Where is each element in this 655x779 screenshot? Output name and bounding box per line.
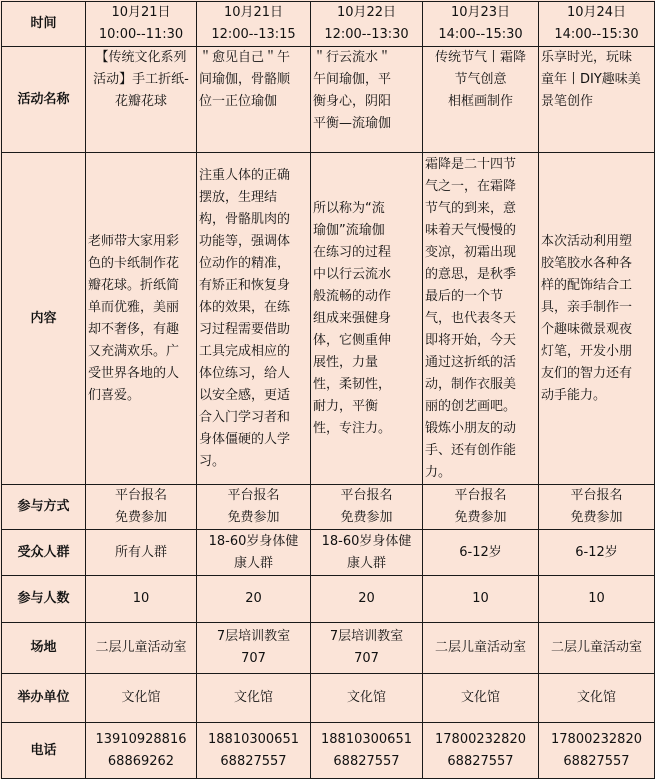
event-3-count: 20 <box>311 576 423 623</box>
text-line: 摆放，生理结 <box>199 189 278 205</box>
text-line: 性，柔韧性， <box>313 376 392 392</box>
text-line: 霜降是二十四节 <box>425 156 517 172</box>
text-line: 18810300651 <box>321 731 412 747</box>
event-4-phone <box>423 723 539 779</box>
text-line: 胶笔胶水各种各 <box>541 255 633 271</box>
text-line: 动，制作衣服美 <box>425 376 517 392</box>
event-1-time <box>86 2 197 47</box>
event-1-phone <box>86 723 197 779</box>
text-line: 平台报名 <box>454 488 507 503</box>
text-line: 二层儿童活动室 <box>95 640 187 655</box>
text-line: 13910928816 <box>95 731 187 747</box>
text-line: 所有人群 <box>114 544 167 560</box>
event-2-method <box>197 485 311 530</box>
event-2-time <box>197 2 311 47</box>
text-line: 68827557 <box>447 753 514 769</box>
event-1-content <box>86 153 197 485</box>
text-line: 在练习的过程 <box>313 244 392 260</box>
event-2-phone <box>197 723 311 779</box>
text-line: 变凉，初霜出现 <box>425 244 517 260</box>
text-line: 色的卡纸制作花 <box>88 255 180 271</box>
event-1-method <box>86 485 197 530</box>
method-row <box>2 485 655 530</box>
event-5-organizer: 文化馆 <box>539 674 655 723</box>
text-line: 般流畅的动作 <box>313 288 392 304</box>
text-line: 免费参加 <box>454 510 507 525</box>
text-line: 18-60岁身体健 <box>208 533 299 549</box>
event-1-name <box>86 47 197 153</box>
event-4-audience <box>423 530 539 576</box>
text-line: 锻炼小朋友的动 <box>425 420 517 436</box>
text-line: 通过这折纸的活 <box>425 354 517 370</box>
text-line: 康人群 <box>233 555 273 571</box>
text-line: 6-12岁 <box>459 544 502 560</box>
text-line: 们喜爱。 <box>88 387 141 403</box>
text-line: 707 <box>354 651 379 666</box>
text-line: 位动作的精准， <box>199 255 291 271</box>
phone-row <box>2 723 655 779</box>
venue-row <box>2 623 655 674</box>
row-header-audience: 受众人群 <box>2 530 86 576</box>
event-2-content <box>197 153 311 485</box>
text-line: 样的配饰结合工 <box>541 277 633 293</box>
text-line: 注重人体的正确 <box>199 167 291 183</box>
text-line: 合入门学习者和 <box>199 409 291 425</box>
text-line: 68827557 <box>333 753 400 769</box>
row-header-time: 时间 <box>2 2 86 47</box>
text-line: 力。 <box>425 464 452 480</box>
text-line: 单而优雅，美丽 <box>88 299 180 315</box>
text-line: 习过程需要借助 <box>199 321 291 337</box>
event-time: 12:00--13:30 <box>324 27 409 42</box>
text-line: 灯笔，开发小朋 <box>541 343 633 359</box>
event-date: 10月22日 <box>336 5 397 20</box>
event-3-audience <box>311 530 423 576</box>
event-time: 12:00--13:15 <box>211 27 296 42</box>
text-line: 童年丨DIY趣味美 <box>541 72 641 87</box>
text-line: ＂愈见自己＂午 <box>199 50 291 65</box>
text-line: 手、还有创作能 <box>425 442 517 458</box>
text-line: 免费参加 <box>340 510 393 525</box>
event-1-audience <box>86 530 197 576</box>
text-line: ＂行云流水＂ <box>313 50 392 65</box>
text-line: 体，它侧重伸 <box>313 332 392 348</box>
row-header-organizer: 举办单位 <box>2 674 86 723</box>
text-line: 动手能力。 <box>541 387 607 403</box>
event-4-venue <box>423 623 539 674</box>
count-row <box>2 576 655 623</box>
event-2-organizer: 文化馆 <box>197 674 311 723</box>
event-3-time <box>311 2 423 47</box>
text-line: 展性，力量 <box>313 354 379 370</box>
text-line: 体位练习，给人 <box>199 365 291 381</box>
event-3-venue <box>311 623 423 674</box>
event-4-time <box>423 2 539 47</box>
event-time: 14:00--15:30 <box>438 27 523 42</box>
text-line: 7层培训教室 <box>216 629 291 644</box>
event-2-count: 20 <box>197 576 311 623</box>
event-2-venue <box>197 623 311 674</box>
text-line: 景笔创作 <box>541 94 594 109</box>
text-line: 7层培训教室 <box>329 629 404 644</box>
text-line: 具，亲手制作一 <box>541 299 633 315</box>
text-line: 以安全感，更适 <box>199 387 291 403</box>
text-line: 功能等，强调体 <box>199 233 291 249</box>
event-4-method <box>423 485 539 530</box>
text-line: 二层儿童活动室 <box>550 640 642 655</box>
event-time: 10:00--11:30 <box>98 27 184 42</box>
organizer-row <box>2 674 655 723</box>
text-line: 工具完成相应的 <box>199 343 291 359</box>
event-4-content <box>423 153 539 485</box>
text-line: 位一正位瑜伽 <box>199 94 278 109</box>
event-5-method <box>539 485 655 530</box>
event-1-venue <box>86 623 197 674</box>
event-date: 10月21日 <box>111 5 171 20</box>
text-line: 6-12岁 <box>575 544 618 560</box>
row-header-phone: 电话 <box>2 723 86 779</box>
text-line: 气，也代表冬天 <box>425 310 517 326</box>
event-date: 10月24日 <box>566 5 627 20</box>
event-4-name <box>423 47 539 153</box>
text-line: 免费参加 <box>114 510 167 525</box>
text-line: 18-60岁身体健 <box>321 533 412 549</box>
event-date: 10月23日 <box>450 5 511 20</box>
text-line: 68869262 <box>107 753 175 769</box>
event-time: 14:00--15:30 <box>554 27 639 42</box>
event-2-audience <box>197 530 311 576</box>
event-3-phone <box>311 723 423 779</box>
name-row <box>2 47 655 153</box>
text-line: 平台报名 <box>570 488 623 503</box>
text-line: 节气创意 <box>454 72 507 87</box>
text-line: 707 <box>241 651 266 666</box>
text-line: 体的效果，在练 <box>199 299 291 315</box>
text-line: 组成来强健身 <box>313 310 392 326</box>
row-header-count: 参与人数 <box>2 576 86 623</box>
text-line: 平台报名 <box>114 488 167 503</box>
text-line: 有矫正和恢复身 <box>199 277 291 293</box>
row-header-venue: 场地 <box>2 623 86 674</box>
event-5-venue <box>539 623 655 674</box>
text-line: 相框画制作 <box>447 94 513 109</box>
text-line: 花瓣花球 <box>114 94 167 109</box>
event-5-audience <box>539 530 655 576</box>
event-4-organizer: 文化馆 <box>423 674 539 723</box>
row-header-name: 活动名称 <box>2 47 86 153</box>
text-line: 免费参加 <box>570 510 623 525</box>
event-3-content <box>311 153 423 485</box>
text-line: 中以行云流水 <box>313 266 392 282</box>
text-line: 老师带大家用彩 <box>88 233 180 249</box>
text-line: 间瑜伽，骨骼顺 <box>199 72 291 87</box>
text-line: 午间瑜伽，平 <box>313 72 392 87</box>
text-line: 17800232820 <box>551 731 642 747</box>
text-line: 乐享时光，玩味 <box>541 50 633 65</box>
text-line: 习。 <box>199 453 226 469</box>
text-line: 68827557 <box>220 753 287 769</box>
text-line: 即将开始，今天 <box>425 332 517 348</box>
text-line: 平台报名 <box>340 488 393 503</box>
text-line: 68827557 <box>563 753 630 769</box>
row-header-method: 参与方式 <box>2 485 86 530</box>
text-line: 传统节气丨霜降 <box>434 50 526 65</box>
text-line: 性，专注力。 <box>313 420 392 436</box>
text-line: 18810300651 <box>208 731 299 747</box>
text-line: 二层儿童活动室 <box>434 640 526 655</box>
text-line: 活动】手工折纸- <box>93 72 189 87</box>
content-row <box>2 153 655 485</box>
event-5-time <box>539 2 655 47</box>
text-line: 身体僵硬的人学 <box>199 431 291 447</box>
audience-row <box>2 530 655 576</box>
text-line: 友们的智力还有 <box>541 365 633 381</box>
text-line: 免费参加 <box>227 510 280 525</box>
text-line: 丽的创艺画吧。 <box>425 398 517 414</box>
row-header-content: 内容 <box>2 153 86 485</box>
text-line: 本次活动利用塑 <box>541 233 633 249</box>
text-line: 构，骨骼肌肉的 <box>199 211 291 227</box>
event-date: 10月21日 <box>223 5 284 20</box>
text-line: 【传统文化系列 <box>95 50 187 65</box>
text-line: 所以称为“流 <box>313 200 385 216</box>
time-row <box>2 2 655 47</box>
event-4-count: 10 <box>423 576 539 623</box>
event-5-name <box>539 47 655 153</box>
event-5-phone <box>539 723 655 779</box>
event-5-content <box>539 153 655 485</box>
text-line: 衡身心，阴阳 <box>313 94 392 109</box>
text-line: 节气的到来，意 <box>425 200 517 216</box>
text-line: 气之一，在霜降 <box>425 178 517 194</box>
text-line: 又充满欢乐。广 <box>88 343 180 359</box>
text-line: 瓣花球。折纸简 <box>88 277 180 293</box>
event-5-count: 10 <box>539 576 655 623</box>
text-line: 耐力，平衡 <box>313 398 379 414</box>
event-3-method <box>311 485 423 530</box>
event-1-count: 10 <box>86 576 197 623</box>
text-line: 个趣味微景观夜 <box>541 321 633 337</box>
event-1-organizer: 文化馆 <box>86 674 197 723</box>
text-line: 味着天气慢慢的 <box>425 222 517 238</box>
text-line: 康人群 <box>346 555 386 571</box>
text-line: 的意思，是秋季 <box>425 266 517 282</box>
text-line: 受世界各地的人 <box>88 365 180 381</box>
text-line: 最后的一个节 <box>425 288 504 304</box>
text-line: 瑜伽”流瑜伽 <box>313 222 385 238</box>
event-3-organizer: 文化馆 <box>311 674 423 723</box>
text-line: 平衡—流瑜伽 <box>313 116 392 131</box>
activity-schedule-table <box>1 1 655 779</box>
text-line: 却不奢侈，有趣 <box>88 321 180 337</box>
event-3-name <box>311 47 423 153</box>
text-line: 平台报名 <box>227 488 280 503</box>
text-line: 17800232820 <box>435 731 526 747</box>
event-2-name <box>197 47 311 153</box>
